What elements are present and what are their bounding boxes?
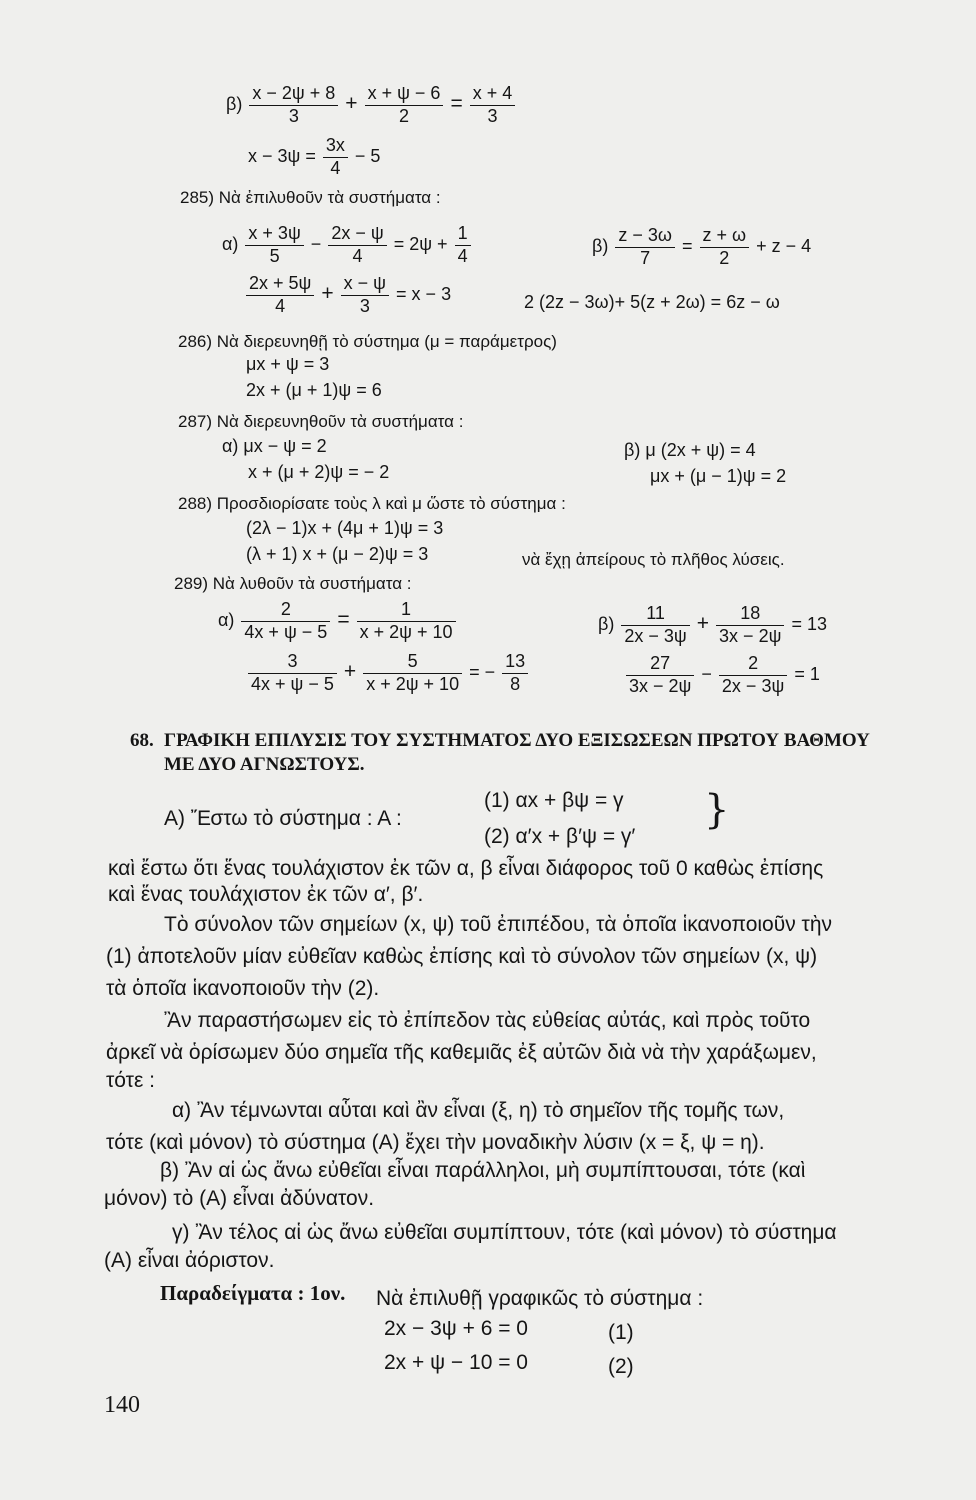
case-b-line1: β) Ἂν αἱ ὡς ἄνω εὐθεῖαι εἶναι παράλληλοι, μὴ συμπίπτουσαι, τότε (καὶ <box>160 1159 806 1182</box>
para2-line1: Τὸ σύνολον τῶν σημείων (x, ψ) τοῦ ἐπιπέδου, τὰ ὁποῖα ἱκανοποιοῦν τὴν <box>164 913 833 936</box>
exercise-285-b-line2: 2 (2z − 3ω)+ 5(z + 2ω) = 6z − ω <box>524 292 780 312</box>
exercise-287-a-line1: α) μx − ψ = 2 <box>222 436 327 456</box>
para3-line2: ἀρκεῖ νὰ ὁρίσωμεν δύο σημεῖα τῆς καθεμιᾶς ἐξ αὐτῶν διὰ νὰ τὴν χαράξωμεν, <box>106 1041 817 1064</box>
eq-beta-top-line1: β) $\frac{x - 2\psi + 8}{3}$ + $\frac{x + \psi - 6}{2}$ = $\frac{x + 4}{3}$ <box>226 84 517 127</box>
example-eq2: 2x + ψ − 10 = 0 <box>384 1351 528 1374</box>
example-eq2-tag: (2) <box>608 1355 634 1378</box>
para2-line2: (1) ἀποτελοῦν μίαν εὐθεῖαν καθὼς ἐπίσης καὶ τὸ σύνολον τῶν σημείων (x, ψ) <box>106 945 818 968</box>
section-title-line2: ΜΕ ΔΥΟ ΑΓΝΩΣΤΟΥΣ. <box>164 754 365 775</box>
exercise-288-line1: (2λ − 1)x + (4μ + 1)ψ = 3 <box>246 518 444 538</box>
exercise-285-a-line1: α) $\frac{x + 3\psi}{5}$ − $\frac{2x - \psi}{4}$ = 2ψ + $\frac{1}{4}$ <box>222 224 473 267</box>
system-brace: } <box>704 787 730 833</box>
examples-text: Νὰ ἐπιλυθῇ γραφικῶς τὸ σύστημα : <box>376 1287 704 1310</box>
system-eq1: (1) αx + βψ = γ <box>484 789 624 812</box>
case-b-line2: μόνον) τὸ (Α) εἶναι ἀδύνατον. <box>104 1187 375 1210</box>
para1-line1: καὶ ἔστω ὅτι ἕνας τουλάχιστον ἐκ τῶν α, β εἶναι διάφορος τοῦ 0 καθὼς ἐπίσης <box>108 857 824 880</box>
para3-line3: τότε : <box>106 1069 156 1092</box>
exercise-287-b-line2: μx + (μ − 1)ψ = 2 <box>650 466 787 486</box>
exercise-285-title: 285) Νὰ ἐπιλυθοῦν τὰ συστήματα : <box>180 188 441 207</box>
exercise-289-b-line2: $\frac{27}{3x - 2\psi}$ − $\frac{2}{2x - 3\psi}$ = 1 <box>624 654 820 697</box>
exercise-287-b-line1: β) μ (2x + ψ) = 4 <box>624 440 756 460</box>
case-a-line2: τότε (καὶ μόνον) τὸ σύστημα (Α) ἔχει τὴν μοναδικὴν λύσιν (x = ξ, ψ = η). <box>106 1131 765 1154</box>
exercise-286-line1: μx + ψ = 3 <box>246 354 330 374</box>
eq-beta-top-line2: x − 3ψ = $\frac{3x}{4}$ − 5 <box>248 135 381 178</box>
system-intro-lead: Α) Ἔστω τὸ σύστημα : Α : <box>164 807 402 830</box>
page-number: 140 <box>104 1392 140 1418</box>
para1-line2: καὶ ἕνας τουλάχιστον ἐκ τῶν α′, β′. <box>108 883 424 906</box>
exercise-288-note: νὰ ἔχῃ ἀπείρους τὸ πλῆθος λύσεις. <box>522 550 785 569</box>
exercise-287-title: 287) Νὰ διερευνηθοῦν τὰ συστήματα : <box>178 412 464 431</box>
exercise-288-title: 288) Προσδιορίσατε τοὺς λ καὶ μ ὥστε τὸ σύστημα : <box>178 494 566 513</box>
system-eq2: (2) α′x + β′ψ = γ′ <box>484 825 636 848</box>
exercise-287-a-line2: x + (μ + 2)ψ = − 2 <box>248 462 390 482</box>
case-c-line2: (Α) εἶναι ἀόριστον. <box>104 1249 275 1272</box>
examples-label: Παραδείγματα : 1ον. <box>160 1281 346 1305</box>
section-title-line1: ΓΡΑΦΙΚΗ ΕΠΙΛΥΣΙΣ ΤΟΥ ΣΥΣΤΗΜΑΤΟΣ ΔΥΟ ΕΞΙΣΩΣΕΩΝ ΠΡΩΤΟΥ ΒΑΘΜΟΥ <box>164 730 870 751</box>
exercise-286-title: 286) Νὰ διερευνηθῇ τὸ σύστημα (μ = παράμετρος) <box>178 332 557 351</box>
exercise-286-line2: 2x + (μ + 1)ψ = 6 <box>246 380 382 400</box>
exercise-285-b-line1: β) $\frac{z - 3\omega}{7}$ = $\frac{z + \omega}{2}$ + z − 4 <box>592 225 812 268</box>
exercise-289-a-line1: α) $\frac{2}{4x + \psi - 5}$ = $\frac{1}{x + 2\psi + 10}$ <box>218 600 458 643</box>
section-number: 68. <box>130 730 154 751</box>
exercise-285-a-line2: $\frac{2x + 5\psi}{4}$ + $\frac{x - \psi}{3}$ = x − 3 <box>244 274 451 317</box>
exercise-288-line2: (λ + 1) x + (μ − 2)ψ = 3 <box>246 544 429 564</box>
exercise-289-b-line1: β) $\frac{11}{2x - 3\psi}$ + $\frac{18}{3x - 2\psi}$ = 13 <box>598 603 827 646</box>
para3-line1: Ἂν παραστήσωμεν εἰς τὸ ἐπίπεδον τὰς εὐθείας αὐτάς, καὶ πρὸς τοῦτο <box>164 1009 811 1032</box>
exercise-289-title: 289) Νὰ λυθοῦν τὰ συστήματα : <box>174 574 412 593</box>
para2-line3: τὰ ὁποῖα ἱκανοποιοῦν τὴν (2). <box>106 977 380 1000</box>
case-c-line1: γ) Ἂν τέλος αἱ ὡς ἄνω εὐθεῖαι συμπίπτουν, τότε (καὶ μόνον) τὸ σύστημα <box>172 1221 837 1244</box>
example-eq1-tag: (1) <box>608 1321 634 1344</box>
exercise-289-a-line2: $\frac{3}{4x + \psi - 5}$ + $\frac{5}{x + 2\psi + 10}$ = − $\frac{13}{8}$ <box>246 652 530 695</box>
case-a-line1: α) Ἂν τέμνωνται αὗται καὶ ἂν εἶναι (ξ, η) τὸ σημεῖον τῆς τομῆς των, <box>172 1099 785 1122</box>
example-eq1: 2x − 3ψ + 6 = 0 <box>384 1317 528 1340</box>
